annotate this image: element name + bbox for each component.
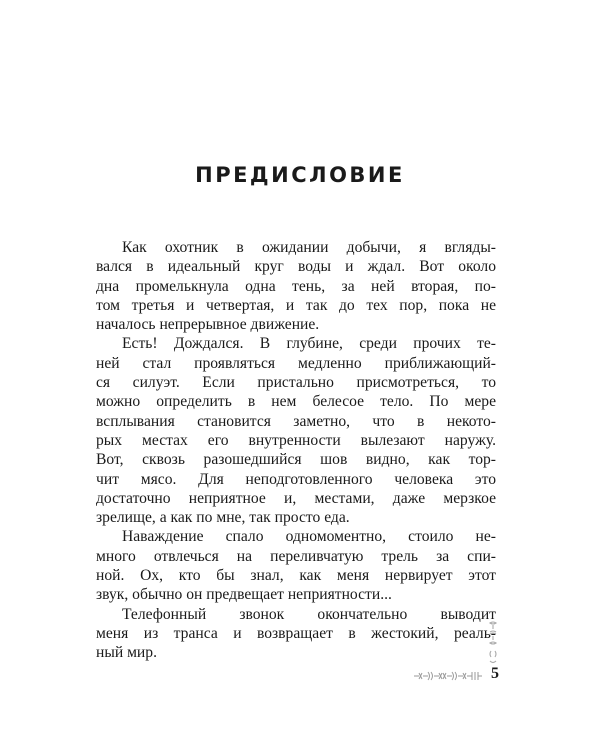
text-line: том третья и четвертая, и так до тех пор, пока не [96, 296, 496, 314]
body-text [96, 238, 496, 663]
text-line: ный мир. [96, 644, 157, 662]
text-line: дна промелькнула одна тень, за ней вторая, по- [96, 277, 496, 295]
text-line: много отвлечься на переливчатую трель за спи- [96, 547, 496, 565]
text-line: можно определить в нем белесое тело. По мере [96, 393, 496, 411]
text-line: ся силуэт. Если пристально присмотреться, то [96, 374, 496, 392]
text-line: зрелище, а как по мне, так просто еда. [96, 509, 350, 527]
page-number: 5 [491, 665, 499, 682]
text-line: рых местах его внутренности вылезают наружу. [96, 431, 496, 449]
text-line: чит мясо. Для неподготовленного человека это [96, 470, 496, 488]
decorative-vertical-icon [487, 620, 499, 666]
text-line: ной. Ох, кто бы знал, как меня нервирует этот [96, 567, 496, 585]
text-line: меня из транса и возвращает в жестокий, реаль- [96, 624, 496, 642]
text-line: звук, обычно он предвещает неприятности... [96, 586, 392, 604]
text-line: ней стал проявляться медленно приближающий- [96, 354, 496, 372]
text-line: вался в идеальный круг воды и ждал. Вот около [96, 258, 496, 276]
text-line: началось непрерывное движение. [96, 316, 320, 334]
decorative-border-icon [413, 669, 483, 681]
text-line: достаточно неприятное и, местами, даже мерзкое [96, 489, 496, 507]
text-line: всплывания становится заметно, что в некото- [96, 412, 496, 430]
text-line: Телефонный звонок окончательно выводит [122, 605, 496, 623]
text-line: Как охотник в ожидании добычи, я вгляды- [122, 239, 496, 256]
text-line: Вот, сквозь разошедшийся шов видно, как тор- [96, 451, 496, 469]
text-line: Наваждение спало одномоментно, стоило не- [122, 528, 496, 546]
chapter-title: ПРЕДИСЛОВИЕ [195, 163, 405, 187]
text-line: Есть! Дождался. В глубине, среди прочих те- [122, 335, 496, 353]
